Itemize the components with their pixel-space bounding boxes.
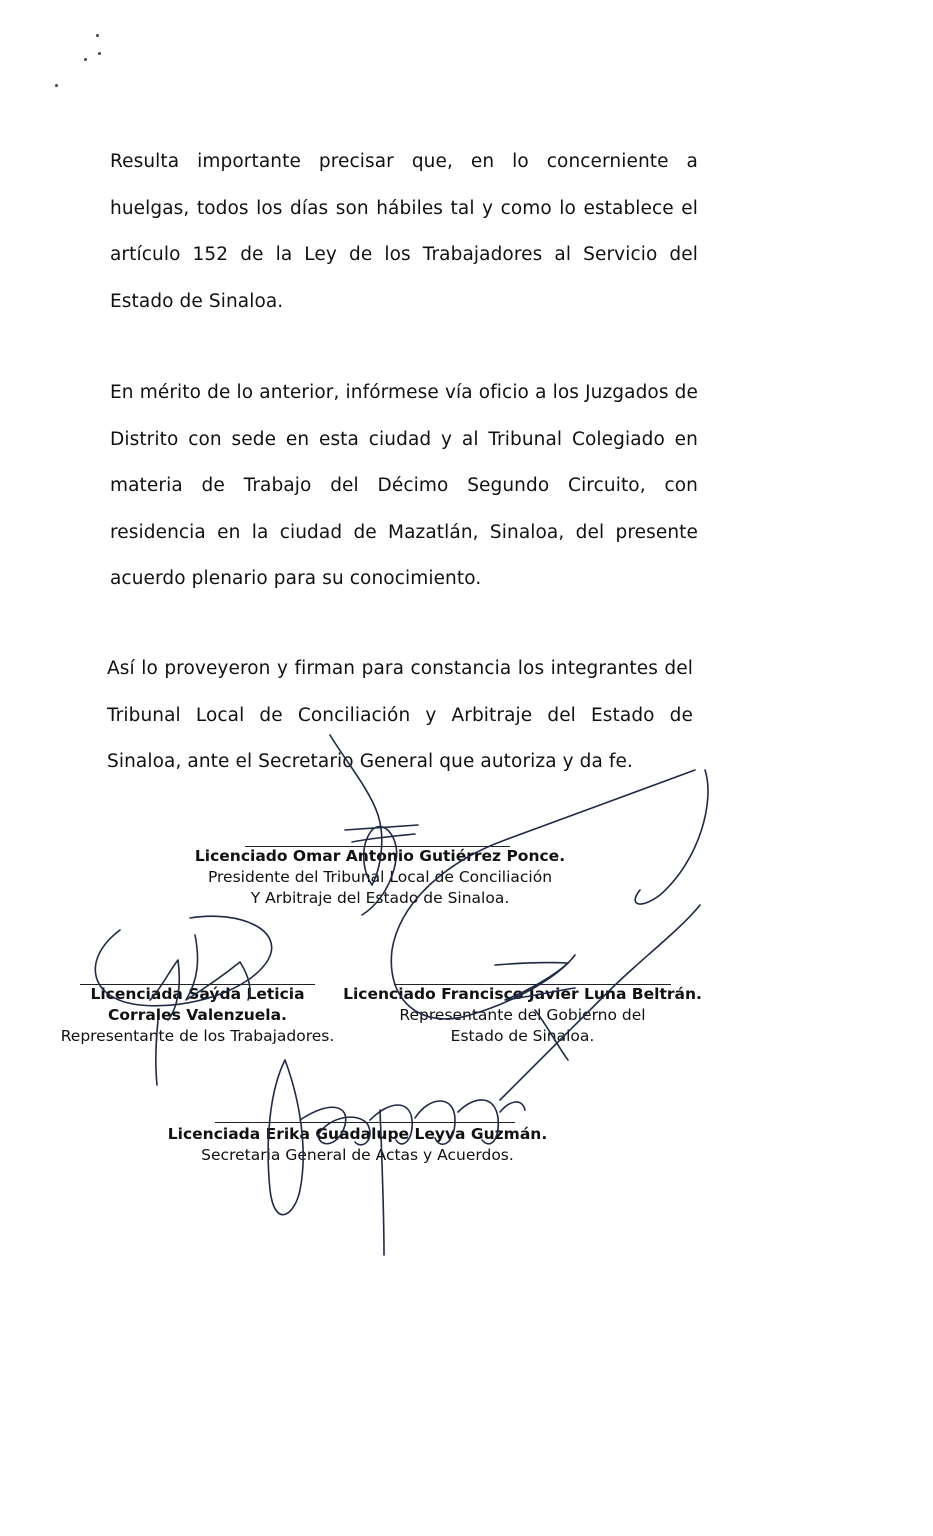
signatory-role: Secretaria General de Actas y Acuerdos. [201, 1146, 514, 1164]
scan-speck [84, 58, 87, 61]
signatory-role: Presidente del Tribunal Local de Conciliación [207, 868, 553, 886]
signatory-secretary [140, 1124, 575, 1166]
paragraph-notificacion: En mérito de lo anterior, infórmese vía oficio a los Juzgados de Distrito con sede en esta ciudad y al Tribunal Colegiado en materia de Trabajo del Décimo Segundo Circuito, con residencia en la ciudad de Mazatlán, Sinaloa, del presente acuerdo plenario para su conocimiento. [110, 382, 698, 589]
signatory-name: Licenciada Saýda Leticia [90, 985, 305, 1003]
signatory-name: Licenciada Erika Guadalupe Leyva Guzmán. [167, 1125, 548, 1143]
scan-speck [55, 84, 58, 87]
signatory-workers-rep [40, 984, 355, 1047]
signatory-role: Representante del Gobierno del [399, 1006, 646, 1024]
signatory-president [160, 846, 600, 909]
signatory-role: Representante de los Trabajadores. [60, 1027, 335, 1045]
signature-line [215, 1122, 515, 1123]
signatory-government-rep [330, 984, 715, 1047]
signature-secretary-general [391, 770, 708, 1100]
paragraph-firma: Así lo proveyeron y firman para constancia los integrantes del Tribunal Local de Conciliación y Arbitraje del Estado de Sinaloa, ante el Secretario General que autoriza y da fe. [107, 658, 693, 772]
signatory-name: Licenciado Francisco Javier Luna Beltrán. [343, 985, 702, 1003]
scan-speck [96, 34, 99, 37]
signatory-role: Estado de Sinaloa. [450, 1027, 595, 1045]
paragraph-huelgas: Resulta importante precisar que, en lo concerniente a huelgas, todos los días son hábiles tal y como lo establece el artículo 152 de la Ley de los Trabajadores al Servicio del Estado de Sinaloa. [110, 151, 698, 312]
signatory-name: Corrales Valenzuela. [108, 1006, 287, 1024]
signatory-name: Licenciado Omar Antonio Gutiérrez Ponce. [194, 847, 566, 865]
scan-speck [98, 52, 101, 55]
signatory-role: Y Arbitraje del Estado de Sinaloa. [250, 889, 510, 907]
